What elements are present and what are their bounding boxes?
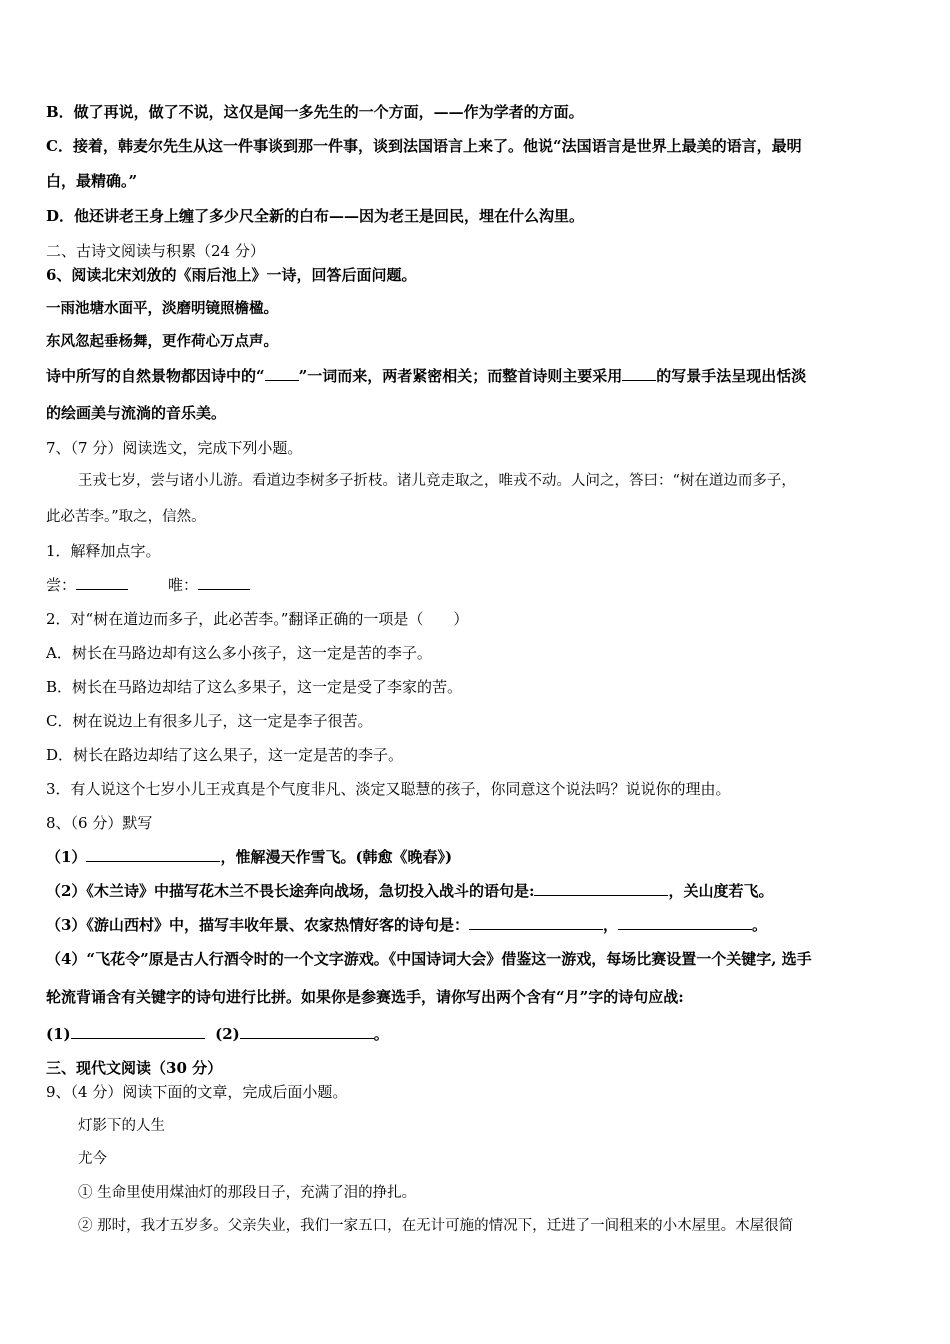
q7-sub2: 2．对“树在道边而多子，此必苦李。”翻译正确的一项是（ ）	[46, 610, 469, 628]
q6-question-part3: 的写景手法呈现出恬淡	[656, 367, 807, 385]
q7-sub1-blank-chang[interactable]	[76, 575, 128, 590]
q8-item4-blank1[interactable]	[71, 1024, 205, 1039]
q7-stem: 7、（7 分）阅读选文，完成下列小题。	[46, 439, 303, 457]
q8-item1-blank[interactable]	[86, 847, 220, 862]
q8-item3-period: 。	[751, 916, 767, 934]
q6-question-line1	[46, 365, 806, 387]
q9-article-title: 灯影下的人生	[78, 1118, 165, 1134]
q8-item4-blank2[interactable]	[240, 1024, 374, 1039]
q8-item4-label2: (2)	[215, 1025, 240, 1043]
q7-passage-line1: 王戎七岁，尝与诸小儿游。看道边李树多子折枝。诸儿竞走取之，唯戎不动。人问之，答曰：“树在道边而多子，	[78, 473, 796, 489]
q8-item4-line1: （4）“飞花令”原是古人行酒令时的一个文字游戏。《中国诗词大会》借鉴这一游戏，每场比赛设置一个关键字, 选手	[46, 950, 812, 968]
q8-item4-line2: 轮流背诵含有关键字的诗句进行比拼。如果你是参赛选手，请你写出两个含有“月”字的诗句应战:	[46, 988, 684, 1006]
q5-option-b: B．做了再说，做了不说，这仅是闻一多先生的一个方面，——作为学者的方面。	[46, 103, 584, 121]
q9-stem: 9、（4 分）阅读下面的文章，完成后面小题。	[46, 1083, 348, 1101]
q6-stem: 6、阅读北宋刘攽的《雨后池上》一诗，回答后面问题。	[46, 266, 417, 284]
q8-item1-label: （1）	[46, 848, 87, 866]
q7-option-b: B．树长在马路边却结了这么多果子，这一定是受了李家的苦。	[46, 678, 463, 696]
q8-item4-period: 。	[373, 1025, 389, 1043]
q9-article-author: 尤今	[78, 1151, 107, 1167]
q6-blank-technique[interactable]	[622, 366, 656, 381]
q7-sub1-answers	[46, 574, 250, 596]
q8-item3-text: （3）《游山西村》中，描写丰收年景、农家热情好客的诗句是：	[46, 916, 469, 934]
q7-sub1-label-chang: 尝：	[46, 576, 77, 594]
q8-item3	[46, 914, 767, 936]
q5-option-c-line1: C．接着，韩麦尔先生从这一件事谈到那一件事，谈到法国语言上来了。他说“法国语言是世界上最美的语言，最明	[46, 137, 802, 155]
q8-item1-text: ，惟解漫天作雪飞。(韩愈《晚春》)	[220, 848, 453, 866]
q8-stem: 8、（6 分）默写	[46, 814, 153, 832]
q5-option-c-line2: 白，最精确。”	[46, 172, 138, 190]
q6-question-line2: 的绘画美与流淌的音乐美。	[46, 404, 227, 422]
q7-passage-line2: 此必苦李。”取之，信然。	[46, 509, 206, 525]
q6-question-part2: ”一词而来，两者紧密相关；而整首诗则主要采用	[298, 367, 623, 385]
q6-blank-word[interactable]	[265, 366, 299, 381]
q6-question-part1: 诗中所写的自然景物都因诗中的“	[46, 367, 265, 385]
q7-option-a: A．树长在马路边却有这么多小孩子，这一定是苦的李子。	[46, 644, 432, 662]
q8-item2	[46, 880, 774, 902]
q8-item3-blank2[interactable]	[618, 915, 752, 930]
q8-item1	[46, 846, 452, 868]
q8-item3-blank1[interactable]	[469, 915, 603, 930]
q6-poem-line1: 一雨池塘水面平，淡磨明镜照檐楹。	[46, 300, 278, 317]
q5-option-d: D．他还讲老王身上缠了多少尺全新的白布——因为老王是回民，埋在什么沟里。	[46, 207, 585, 225]
q8-item2-tail: ，关山度若飞。	[668, 882, 774, 900]
q7-option-c: C．树在说边上有很多儿子，这一定是李子很苦。	[46, 712, 373, 730]
q7-option-d: D．树长在路边却结了这么果子，这一定是苦的李子。	[46, 746, 404, 764]
q8-item2-blank[interactable]	[534, 881, 668, 896]
q6-poem-line2: 东风忽起垂杨舞，更作荷心万点声。	[46, 333, 278, 350]
q7-sub1-blank-wei[interactable]	[198, 575, 250, 590]
q7-sub1-label-wei: 唯：	[168, 576, 199, 594]
q8-item2-text: （2）《木兰诗》中描写花木兰不畏长途奔向战场，急切投入战斗的语句是:	[46, 882, 535, 900]
q8-item4-label1: (1)	[46, 1025, 71, 1043]
q9-paragraph1: ① 生命里使用煤油灯的那段日子，充满了泪的挣扎。	[78, 1185, 417, 1201]
section2-title: 二、古诗文阅读与积累（24 分）	[46, 242, 265, 260]
q9-paragraph2: ② 那时，我才五岁多。父亲失业，我们一家五口，在无计可施的情况下，迁进了一间租来的小木屋里。木屋很简	[78, 1218, 794, 1234]
q7-sub1: 1．解释加点字。	[46, 542, 161, 560]
q8-item3-comma: ，	[602, 916, 618, 934]
q8-item4-answers	[46, 1023, 389, 1045]
q7-sub3: 3．有人说这个七岁小儿王戎真是个气度非凡、淡定又聪慧的孩子，你同意这个说法吗？说说你的理由。	[46, 780, 731, 798]
section3-title: 三、现代文阅读（30 分）	[46, 1059, 223, 1077]
